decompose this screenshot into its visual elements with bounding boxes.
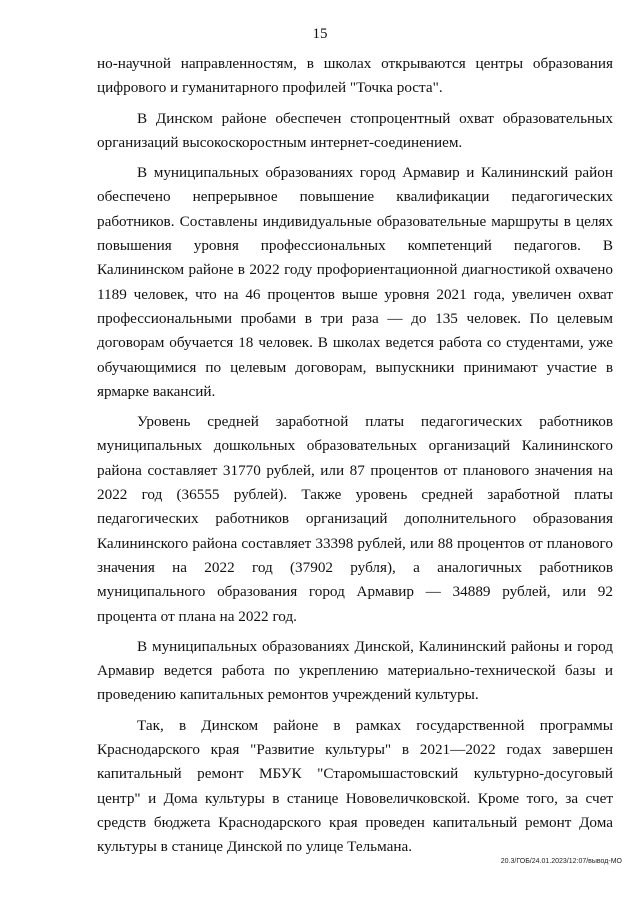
page-number: 15 [312, 26, 328, 42]
footer-document-code: 20.3/ГОБ/24.01.2023/12:07/вывод-МО [500, 858, 622, 865]
paragraph-dinskoy-internet: В Динском районе обеспечен стопроцентный охват образовательных организаций высокоскоростным интернет-соединением. [97, 109, 613, 151]
paragraph-continuation: но-научной направленностям, в школах открываются центры образования цифрового и гуманитарного профилей "Точка роста". [97, 55, 613, 97]
document-body [97, 52, 613, 860]
paragraph-teacher-qualification: В муниципальных образованиях город Армавир и Калининский район обеспечено непрерывное повышение квалификации педагогических работников. Составлены индивидуальные образовательные маршруты в целях повышения уровня профессиональных компетенций педагогов. В Калининском районе в 2022 году профориентационной диагностикой охвачено 1189 человек, что на 46 процентов выше уровня 2021 года, увеличен охват профессиональными пробами в три раза — до 135 человек. По целевым договорам обучается 18 человек. В школах ведется работа со студентами, уже обучающимися по целевым договорам, выпускники принимают участие в ярмарке вакансий. [97, 164, 613, 400]
paragraph-culture-repairs: Так, в Динском районе в рамках государственной программы Краснодарского края "Развитие культуры" в 2021—2022 годах завершен капитальный ремонт МБУК "Старомышастовский культурно-досуговый центр" и Дома культуры в станице Нововеличковской. Кроме того, за счет средств бюджета Краснодарского края проведен капитальный ремонт Дома культуры в станице Динской по улице Тельмана. [97, 716, 613, 856]
paragraph-salary: Уровень средней заработной платы педагогических работников муниципальных дошкольных образовательных организаций Калининского района составляет 31770 рублей, или 87 процентов от планового значения на 2022 год (36555 рублей). Также уровень средней заработной платы педагогических работников организаций дополнительного образования Калининского района составляет 33398 рублей, или 88 процентов от планового значения на 2022 год (37902 рубля), а аналогичных работников муниципального образования город Армавир — 34889 рублей, или 92 процента от плана на 2022 год. [97, 413, 613, 625]
paragraph-culture-base: В муниципальных образованиях Динской, Калининский районы и город Армавир ведется работа по укреплению материально-технической базы и проведению капитальных ремонтов учреждений культуры. [97, 637, 613, 704]
